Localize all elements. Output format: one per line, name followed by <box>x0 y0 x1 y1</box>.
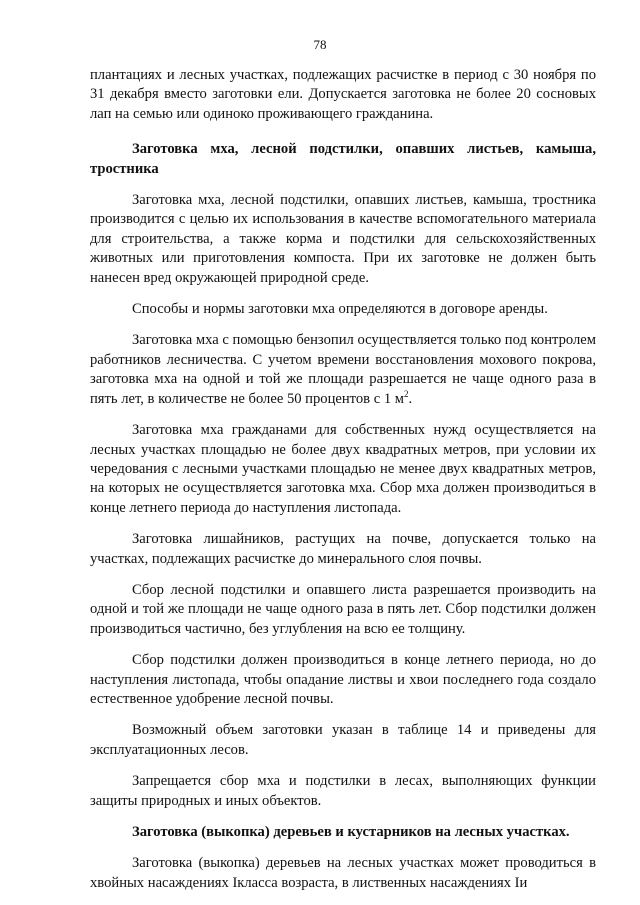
page-number: 78 <box>313 37 327 52</box>
section-heading-trees: Заготовка (выкопка) деревьев и кустарников на лесных участках. <box>132 824 570 840</box>
paragraph: Заготовка мха гражданами для собственных нужд осуществляется на лесных участках площадью не более двух квадратных метров, при условии их чередования с лесными участками площадью не менее двух квадратных метров, на которых не осуществляется заготовка мха. Сбор мха должен производиться в конце летнего периода до наступления листопада. <box>90 422 596 516</box>
paragraph: Запрещается сбор мха и подстилки в лесах, выполняющих функции защиты природных и иных объектов. <box>90 773 596 809</box>
paragraph-text: Заготовка мха с помощью бензопил осуществляется только под контролем работников лесничества. С учетом времени восстановления мохового покрова, заготовка мха на одной и той же площади разрешается не чаще одного раза в пять лет, в количестве не более 50 процентов с 1 м <box>90 332 596 407</box>
section-heading-moss: Заготовка мха, лесной подстилки, опавших листьев, камыша, тростника <box>90 141 596 177</box>
paragraph-continuation: плантациях и лесных участках, подлежащих расчистке в период с 30 ноября по 31 декабря вместо заготовки ели. Допускается заготовка не более 20 сосновых лап на семью или одиноко проживающего гражданина. <box>90 67 596 122</box>
paragraph <box>90 331 596 409</box>
paragraph-text-end: . <box>408 390 413 407</box>
paragraph: Способы и нормы заготовки мха определяются в договоре аренды. <box>132 301 548 318</box>
paragraph: Заготовка (выкопка) деревьев на лесных участках может проводиться в хвойных насаждениях Iкласса возраста, в лиственных насаждениях Iи <box>90 855 596 891</box>
document-body <box>90 66 596 905</box>
paragraph: Сбор подстилки должен производиться в конце летнего периода, но до наступления листопада, чтобы опадание листвы и хвои последнего года создало естественное удобрение лесной почвы. <box>90 652 596 707</box>
paragraph: Заготовка лишайников, растущих на почве, допускается только на участках, подлежащих расчистке до минерального слоя почвы. <box>90 531 596 567</box>
paragraph: Сбор лесной подстилки и опавшего листа разрешается производить на одной и той же площади не чаще одного раза в пять лет. Сбор подстилки должен производиться частично, без углубления на всю ее толщину. <box>90 581 596 637</box>
paragraph: Заготовка мха, лесной подстилки, опавших листьев, камыша, тростника производится с целью их использования в качестве вспомогательного материала для строительства, а также корма и подстилки для сельскохозяйственных животных или приготовления компоста. При их заготовке не должен быть нанесен вред окружающей природной среде. <box>90 192 596 286</box>
paragraph: Возможный объем заготовки указан в таблице 14 и приведены для эксплуатационных лесов. <box>90 722 596 758</box>
superscript: 2 <box>404 388 409 399</box>
